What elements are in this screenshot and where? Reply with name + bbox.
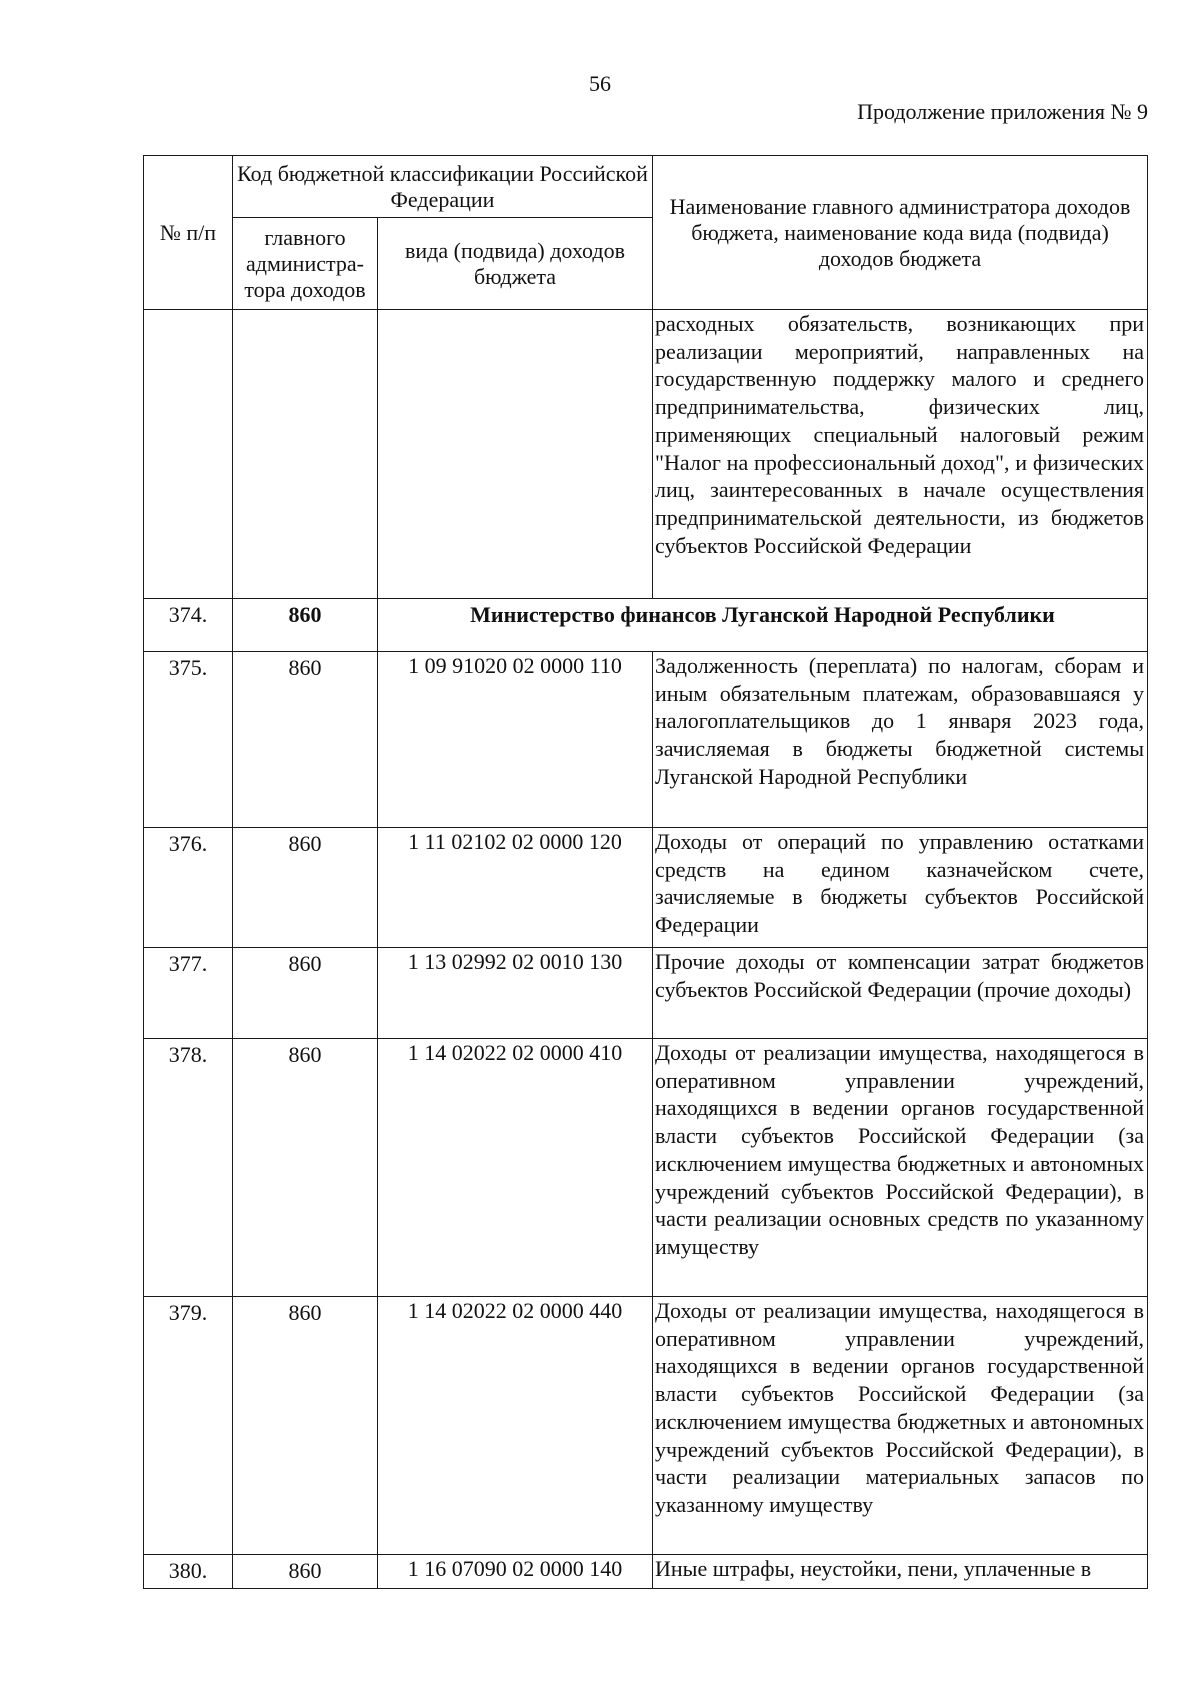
cell-code — [378, 310, 653, 599]
cell-name: Доходы от операций по управлению остатками средств на едином казначейском счете, зачисляемые в бюджеты субъектов Российской Федерации — [653, 828, 1148, 948]
table-row-ministry — [144, 599, 1148, 652]
table-header — [144, 156, 1148, 310]
cell-admin: 860 — [233, 1039, 378, 1297]
cell-admin: 860 — [233, 948, 378, 1039]
header-number: № п/п — [144, 156, 233, 310]
cell-name: Доходы от реализации имущества, находящегося в оперативном управлении учреждений, находящихся в ведении органов государственной власти субъектов Российской Федерации (за исключением имущества бюджетных и автономных учреждений субъектов Российской Федерации), в части реализации материальных запасов по указанному имуществу — [653, 1297, 1148, 1555]
cell-code: 1 16 07090 02 0000 140 — [378, 1555, 653, 1589]
cell-name: Прочие доходы от компенсации затрат бюджетов субъектов Российской Федерации (прочие доходы) — [653, 948, 1148, 1039]
header-income-code: вида (подвида) доходов бюджета — [378, 218, 653, 310]
cell-code: 1 14 02022 02 0000 440 — [378, 1297, 653, 1555]
cell-code: 1 13 02992 02 0010 130 — [378, 948, 653, 1039]
cell-number: 377. — [144, 948, 233, 1039]
cell-number: 374. — [144, 599, 233, 652]
cell-admin: 860 — [233, 652, 378, 828]
cell-number: 375. — [144, 652, 233, 828]
table-row — [144, 1039, 1148, 1297]
cell-admin — [233, 310, 378, 599]
table-row — [144, 948, 1148, 1039]
cell-number: 379. — [144, 1297, 233, 1555]
cell-name: расходных обязательств, возникающих при реализации мероприятий, направленных на государственную поддержку малого и среднего предпринимательства, физических лиц, применяющих специальный налоговый режим "Налог на профессиональный доход", и физических лиц, заинтересованных в начале осуществления предпринимательской деятельности, из бюджетов субъектов Российской Федерации — [653, 310, 1148, 599]
cell-number: 380. — [144, 1555, 233, 1589]
header-code-group: Код бюджетной классификации Российской Федерации — [233, 156, 653, 218]
revenue-classification-table — [143, 155, 1148, 1589]
table-row — [144, 652, 1148, 828]
ministry-name: Министерство финансов Луганской Народной Республики — [378, 599, 1148, 652]
cell-code: 1 14 02022 02 0000 410 — [378, 1039, 653, 1297]
table-row — [144, 1297, 1148, 1555]
table-row-continuation — [144, 310, 1148, 599]
cell-name: Доходы от реализации имущества, находящегося в оперативном управлении учреждений, находящихся в ведении органов государственной власти субъектов Российской Федерации (за исключением имущества бюджетных и автономных учреждений субъектов Российской Федерации), в части реализации основных средств по указанному имуществу — [653, 1039, 1148, 1297]
cell-number: 376. — [144, 828, 233, 948]
cell-number — [144, 310, 233, 599]
cell-name: Иные штрафы, неустойки, пени, уплаченные в — [653, 1555, 1148, 1589]
table-row — [144, 1555, 1148, 1589]
header-name: Наименование главного администратора доходов бюджета, наименование кода вида (подвида) доходов бюджета — [653, 156, 1148, 310]
cell-admin: 860 — [233, 1297, 378, 1555]
cell-admin: 860 — [233, 828, 378, 948]
cell-admin: 860 — [233, 599, 378, 652]
cell-code: 1 09 91020 02 0000 110 — [378, 652, 653, 828]
page-number: 56 — [589, 71, 611, 96]
cell-name: Задолженность (переплата) по налогам, сборам и иным обязательным платежам, образовавшаяся у налогоплательщиков до 1 января 2023 года, зачисляемая в бюджеты бюджетной системы Луганской Народной Республики — [653, 652, 1148, 828]
appendix-note: Продолжение приложения № 9 — [857, 99, 1148, 124]
table-row — [144, 828, 1148, 948]
cell-admin: 860 — [233, 1555, 378, 1589]
cell-number: 378. — [144, 1039, 233, 1297]
cell-code: 1 11 02102 02 0000 120 — [378, 828, 653, 948]
header-admin: главного администра-тора доходов — [233, 218, 378, 310]
